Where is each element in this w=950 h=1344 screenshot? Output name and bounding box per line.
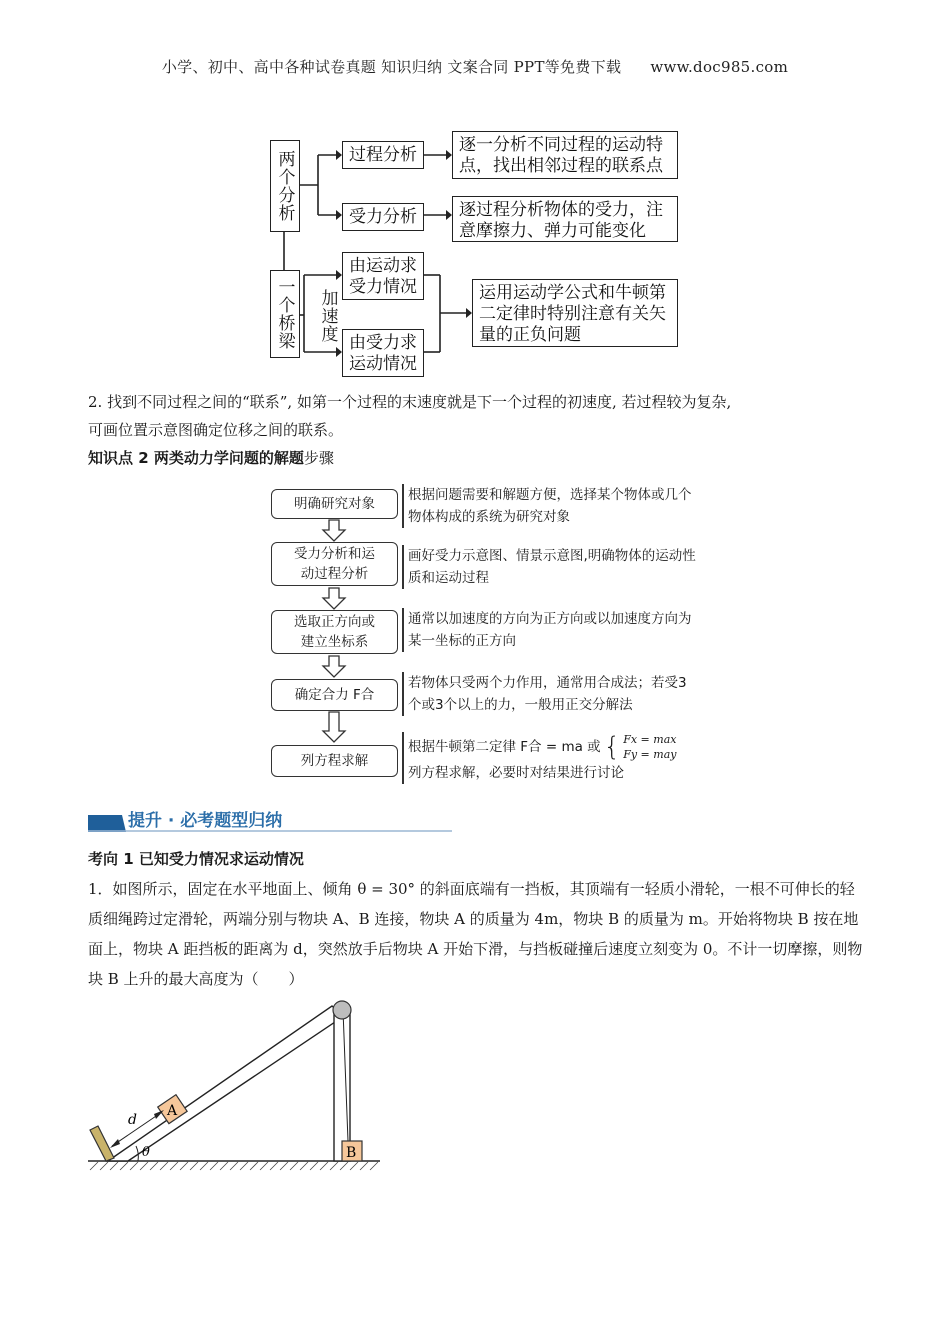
step-2-desc: 画好受力示意图、情景示意图,明确物体的运动性质和运动过程 bbox=[402, 545, 698, 589]
bridge-desc: 运用运动学公式和牛顿第二定律时特别注意有关矢量的正负问题 bbox=[472, 279, 678, 347]
step-1-box: 明确研究对象 bbox=[271, 489, 398, 519]
equation-y: Fy = may bbox=[623, 748, 677, 761]
step-4-desc: 若物体只受两个力作用，通常用合成法；若受3个或3个以上的力，一般用正交分解法 bbox=[402, 672, 698, 716]
knowledge-point-2-title-rest: 步骤 bbox=[303, 449, 334, 467]
question-heading: 考向 1 已知受力情况求运动情况 bbox=[88, 850, 304, 868]
ground-hatching bbox=[90, 1162, 378, 1170]
step-4-box: 确定合力 F合 bbox=[271, 679, 398, 711]
acceleration-label: 加速度 bbox=[317, 289, 338, 343]
force-analysis-box: 受力分析 bbox=[342, 203, 424, 231]
step-5-box: 列方程求解 bbox=[271, 745, 398, 777]
step-3-desc: 通常以加速度的方向为正方向或以加速度方向为某一坐标的正方向 bbox=[402, 608, 698, 652]
barrier-plate bbox=[90, 1126, 114, 1161]
equation-x: Fx = max bbox=[623, 733, 677, 746]
incline-pulley-figure bbox=[80, 998, 390, 1178]
paragraph-line: 可画位置示意图确定位移之间的联系。 bbox=[88, 421, 344, 439]
process-analysis-desc: 逐一分析不同过程的运动特点，找出相邻过程的联系点 bbox=[452, 131, 678, 179]
step-5-equation-line bbox=[408, 732, 698, 762]
step-5-desc-b: 列方程求解，必要时对结果进行讨论 bbox=[408, 765, 624, 781]
force-analysis-desc: 逐过程分析物体的受力，注意摩擦力、弹力可能变化 bbox=[452, 196, 678, 242]
header-site-link[interactable]: www.doc985.com bbox=[650, 58, 789, 76]
one-bridge-box: 一个桥梁 bbox=[270, 270, 300, 358]
arrowhead-icon bbox=[110, 1139, 120, 1148]
down-arrow-icon bbox=[323, 712, 345, 742]
component-equations bbox=[623, 732, 676, 762]
step-5-desc-a: 根据牛顿第二定律 F合 = ma 或 bbox=[408, 739, 601, 755]
block-a-label: A bbox=[167, 1103, 178, 1119]
motion-to-force-box: 由运动求受力情况 bbox=[342, 252, 424, 300]
down-arrow-icon bbox=[323, 520, 345, 541]
two-analyses-box: 两个分析 bbox=[270, 140, 300, 232]
process-analysis-box: 过程分析 bbox=[342, 141, 424, 169]
incline-plank bbox=[108, 1006, 344, 1161]
section-title: 提升 · 必考题型归纳 bbox=[128, 811, 283, 831]
down-arrow-icon bbox=[323, 656, 345, 677]
angle-label: θ bbox=[142, 1145, 150, 1160]
force-to-motion-box: 由受力求运动情况 bbox=[342, 329, 424, 377]
step-1-desc: 根据问题需要和解题方便，选择某个物体或几个物体构成的系统为研究对象 bbox=[402, 484, 698, 528]
block-b-label: B bbox=[346, 1145, 357, 1161]
distance-label: d bbox=[128, 1112, 137, 1128]
header-text: 小学、初中、高中各种试卷真题 知识归纳 文案合同 PPT等免费下载 bbox=[161, 58, 622, 76]
paragraph-line: 2. 找到不同过程之间的“联系”, 如第一个过程的末速度就是下一个过程的初速度, 若过程较为复杂, bbox=[88, 393, 732, 411]
knowledge-point-2-title-bold: 知识点 2 两类动力学问题的解题 bbox=[88, 449, 304, 467]
brace-icon: { bbox=[603, 732, 621, 762]
step-2-box: 受力分析和运动过程分析 bbox=[271, 542, 398, 586]
step-3-box: 选取正方向或建立坐标系 bbox=[271, 610, 398, 654]
question-text: 1．如图所示，固定在水平地面上、倾角 θ = 30° 的斜面底端有一挡板，其顶端有一轻质小滑轮，一根不可伸长的轻质细绳跨过定滑轮，两端分别与物块 A、B 连接，物块 A 的质量为 4m，物块 B 的质量为 m。开始将物块 B 按在地面上，物块 A 距挡板的距离为 d，突然放手后物块 A 开始下滑，与挡板碰撞后速度立刻变为 0。不计一切摩擦，则物块 B 上升的最大高度为（ ） bbox=[88, 880, 863, 988]
pulley-icon bbox=[333, 1001, 351, 1019]
step-5-desc bbox=[402, 732, 698, 784]
down-arrow-icon bbox=[323, 588, 345, 609]
